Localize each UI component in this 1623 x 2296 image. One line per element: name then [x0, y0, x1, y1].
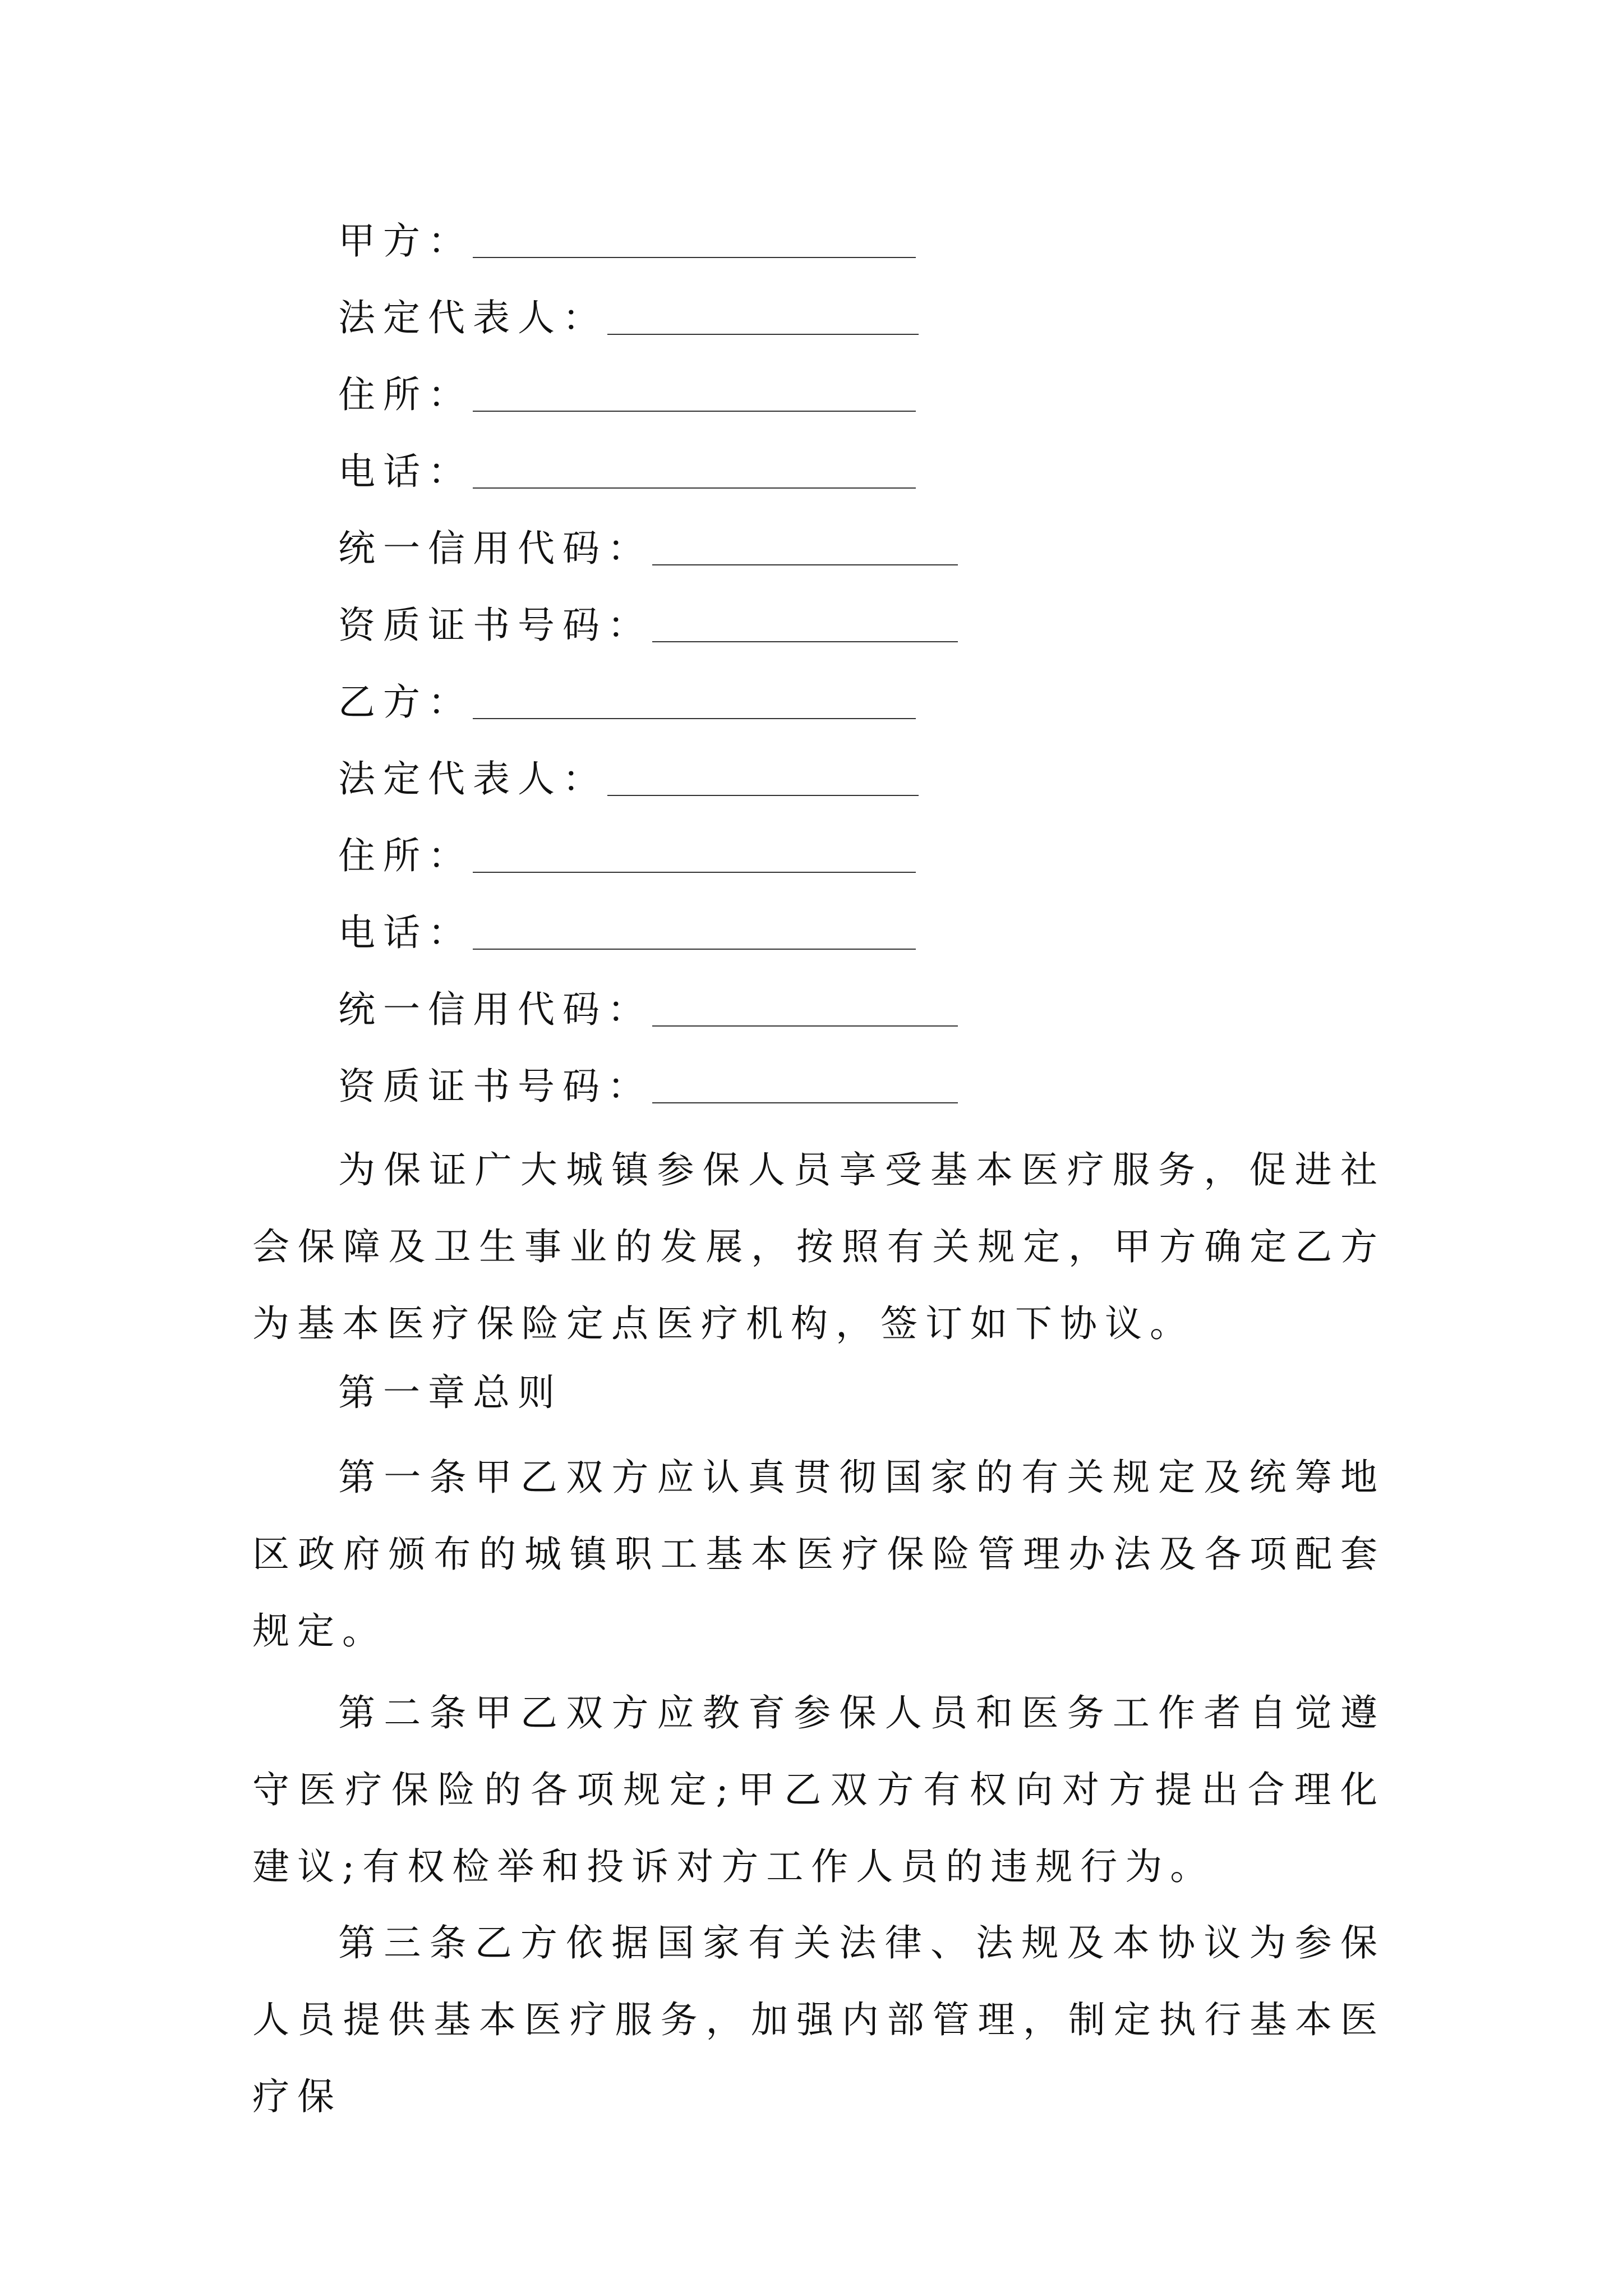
party-b-cert-label: 资质证书号码：	[338, 1065, 652, 1108]
party-b-rep-row	[338, 751, 919, 807]
party-a-credit-label: 统一信用代码：	[338, 527, 652, 570]
intro-paragraph: 为保证广大城镇参保人员享受基本医疗服务，促进社会保障及卫生事业的发展，按照有关规定，甲方确定乙方为基本医疗保险定点医疗机构，签订如下协议。	[252, 1148, 1385, 1345]
party-b-address-label: 住所：	[338, 834, 473, 877]
article-2-paragraph: 第二条甲乙双方应教育参保人员和医务工作者自觉遵守医疗保险的各项规定;甲乙双方有权向对方提出合理化建议;有权检举和投诉对方工作人员的违规行为。	[252, 1691, 1385, 1888]
party-a-cert-blank	[652, 641, 958, 642]
party-b-credit-label: 统一信用代码：	[338, 988, 652, 1031]
party-a-credit-row	[338, 521, 958, 577]
party-a-rep-label: 法定代表人：	[338, 296, 607, 339]
party-a-address-blank	[473, 411, 916, 412]
party-a-label: 甲方：	[338, 219, 473, 263]
party-b-phone-label: 电话：	[338, 911, 473, 954]
party-b-credit-row	[338, 982, 958, 1038]
party-b-row	[338, 674, 916, 730]
party-b-credit-blank	[652, 1025, 958, 1027]
party-a-address-label: 住所：	[338, 373, 473, 416]
party-a-cert-row	[338, 597, 958, 654]
party-b-rep-blank	[607, 795, 919, 796]
chapter-heading: 第一章总则	[338, 1371, 562, 1414]
party-b-phone-row	[338, 905, 916, 961]
party-b-address-blank	[473, 872, 916, 873]
party-a-cert-label: 资质证书号码：	[338, 604, 652, 647]
party-a-rep-blank	[607, 334, 919, 335]
article-3-paragraph: 第三条乙方依据国家有关法律、法规及本协议为参保人员提供基本医疗服务，加强内部管理，制定执行基本医疗保	[252, 1921, 1385, 2118]
party-a-rep-row	[338, 290, 919, 346]
party-a-credit-blank	[652, 564, 958, 565]
party-b-address-row	[338, 828, 916, 884]
party-b-label: 乙方：	[338, 680, 473, 724]
party-b-cert-row	[338, 1059, 958, 1115]
party-a-address-row	[338, 367, 916, 423]
party-a-phone-label: 电话：	[338, 450, 473, 493]
party-a-phone-row	[338, 444, 916, 500]
party-a-row	[338, 213, 916, 269]
party-a-blank	[473, 257, 916, 258]
party-b-cert-blank	[652, 1102, 958, 1103]
party-a-phone-blank	[473, 487, 916, 489]
party-b-rep-label: 法定代表人：	[338, 757, 607, 800]
article-1-paragraph: 第一条甲乙双方应认真贯彻国家的有关规定及统筹地区政府颁布的城镇职工基本医疗保险管理办法及各项配套规定。	[252, 1456, 1385, 1653]
party-b-blank	[473, 718, 916, 719]
party-b-phone-blank	[473, 949, 916, 950]
